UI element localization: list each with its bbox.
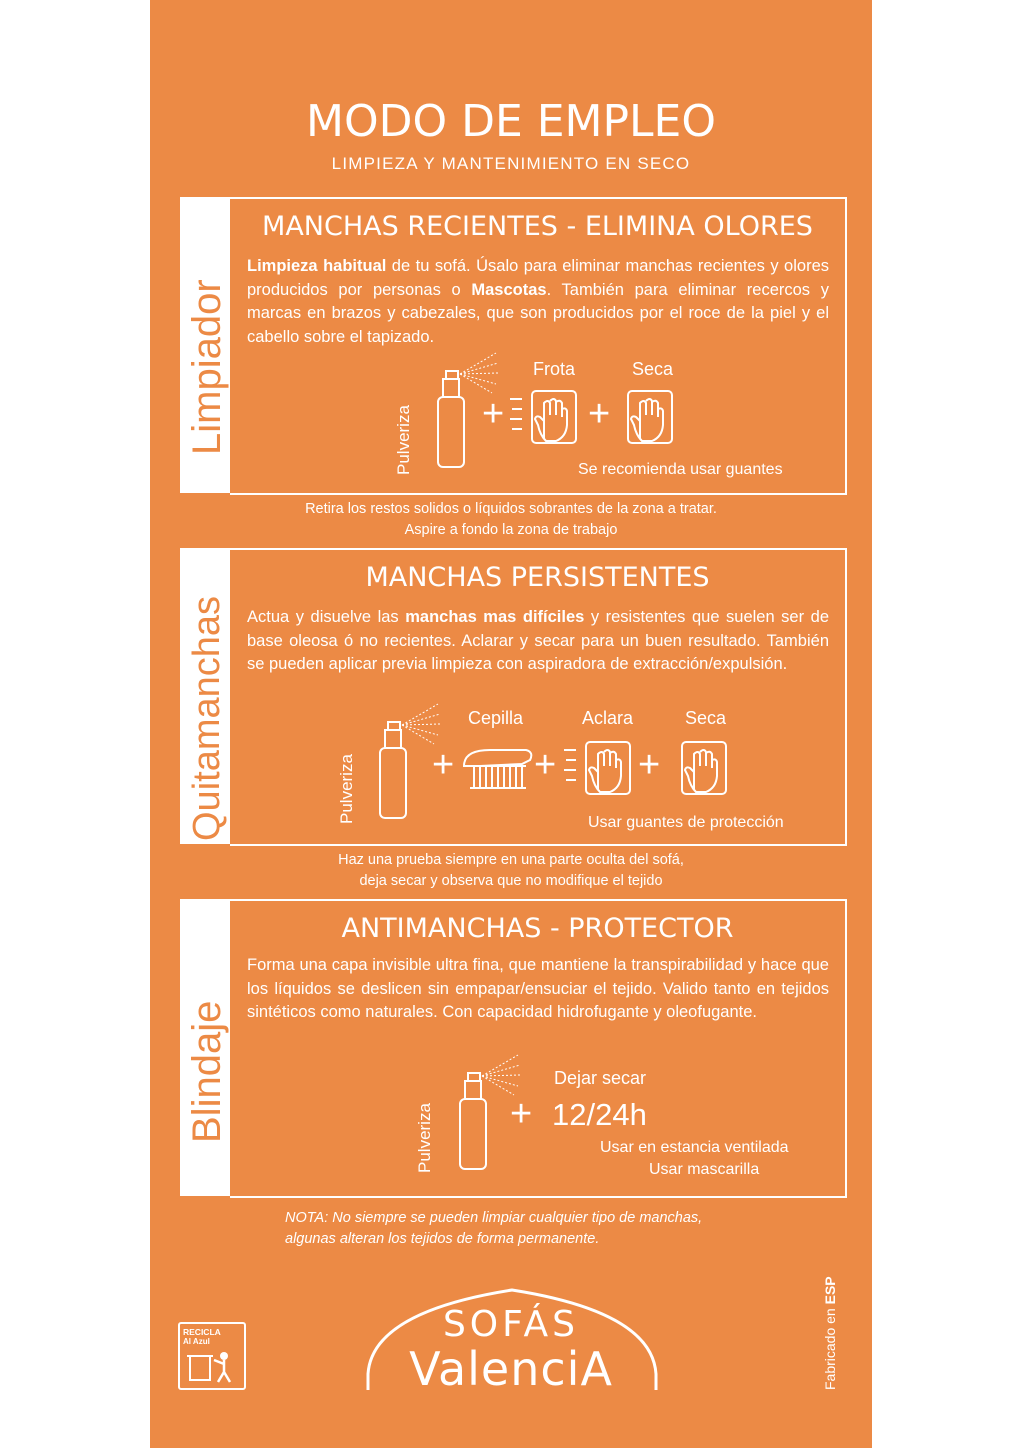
plus-icon: + bbox=[534, 744, 557, 786]
section-title: ANTIMANCHAS - PROTECTOR bbox=[341, 913, 734, 944]
plus-icon: + bbox=[510, 1093, 533, 1135]
text: de tu sofá. Úsalo para eliminar manchas recientes y olores producidos por personas o bbox=[247, 257, 829, 299]
page-title: MODO DE EMPLEO bbox=[305, 96, 716, 147]
spray-label: Pulveriza bbox=[394, 405, 413, 475]
disclaimer-note bbox=[285, 1208, 845, 1250]
dry-time: 12/24h bbox=[552, 1097, 647, 1132]
step-brush-label: Cepilla bbox=[468, 708, 524, 728]
section-quitamanchas bbox=[230, 548, 847, 846]
instruction-panel bbox=[150, 0, 872, 1448]
step-dry-label: Seca bbox=[632, 359, 674, 379]
tip-between-1 bbox=[150, 499, 872, 541]
tip-line: Retira los restos solidos o líquidos sobrantes de la zona a tratar. bbox=[305, 501, 717, 517]
made-in-country: ESP bbox=[822, 1276, 838, 1305]
spray-bottle-icon bbox=[372, 718, 414, 822]
spray-bottle-icon bbox=[430, 367, 472, 471]
text: Actua y disuelve las bbox=[247, 608, 406, 626]
note-line: NOTA: No siempre se pueden limpiar cualquier tipo de manchas, bbox=[285, 1210, 703, 1226]
rinse-glove-icon bbox=[564, 740, 636, 800]
mask-note: Usar mascarilla bbox=[649, 1161, 760, 1178]
text: y resistentes que suelen ser de base oleosa ó no recientes. Aclarar y secar para un buen resultado. También se pueden aplicar previa limpieza con aspiradora de extracción/expulsión. bbox=[247, 608, 829, 673]
brand-name-bottom: ValenciA bbox=[409, 1342, 613, 1396]
tip-between-2 bbox=[150, 850, 872, 892]
section-title: MANCHAS RECIENTES - ELIMINA OLORES bbox=[262, 211, 813, 242]
section-blindaje bbox=[230, 899, 847, 1198]
note-line: algunas alteran los tejidos de forma permanente. bbox=[285, 1231, 600, 1247]
page-subtitle: LIMPIEZA Y MANTENIMIENTO EN SECO bbox=[331, 154, 691, 173]
tab-blindaje bbox=[180, 899, 230, 1196]
ventilation-note: Usar en estancia ventilada bbox=[600, 1139, 789, 1156]
plus-icon: + bbox=[482, 393, 505, 435]
tip-line: Aspire a fondo la zona de trabajo bbox=[404, 522, 618, 538]
made-in-label bbox=[822, 1276, 838, 1390]
section-description bbox=[247, 606, 829, 677]
step-rub-label: Frota bbox=[533, 359, 576, 379]
tip-line: deja secar y observa que no modifique el tejido bbox=[359, 873, 663, 889]
step-dry-label: Dejar secar bbox=[554, 1068, 647, 1088]
step-rinse-label: Aclara bbox=[582, 708, 634, 728]
section-description: Forma una capa invisible ultra fina, que mantiene la transpirabilidad y hace que los líquidos se deslicen sin empapar/ensuciar el tejido. Valido tanto en tejidos sintéticos como naturales. Con capacidad hidrofugante y oleofugante. bbox=[247, 956, 829, 1021]
spray-label: Pulveriza bbox=[337, 754, 356, 824]
plus-icon: + bbox=[432, 744, 455, 786]
text: . También para eliminar recercos y marcas en brazos y cabezales, que son producidos por el roce de la piel y el cabello sobre el tapizado. bbox=[247, 280, 829, 346]
gloves-note: Usar guantes de protección bbox=[588, 814, 784, 831]
tab-limpiador bbox=[180, 197, 230, 493]
spray-bottle-icon bbox=[452, 1069, 494, 1173]
recycle-label: RECICLA bbox=[183, 1327, 221, 1337]
step-dry-label: Seca bbox=[685, 708, 727, 728]
tab-label: Blindaje bbox=[185, 1000, 229, 1143]
section-description bbox=[247, 255, 829, 349]
gloves-note: Se recomienda usar guantes bbox=[578, 461, 783, 478]
tab-label: Limpiador bbox=[185, 279, 229, 455]
spray-label: Pulveriza bbox=[415, 1103, 434, 1173]
tip-line: Haz una prueba siempre en una parte oculta del sofá, bbox=[338, 852, 684, 868]
brush-icon bbox=[460, 744, 536, 792]
plus-icon: + bbox=[588, 393, 611, 435]
plus-icon: + bbox=[638, 744, 661, 786]
brand-name-top: SOFÁS bbox=[442, 1304, 580, 1345]
dry-glove-icon bbox=[674, 740, 734, 800]
bold-text: Mascotas bbox=[471, 280, 547, 299]
bold-text: Limpieza habitual bbox=[247, 257, 387, 275]
section-title: MANCHAS PERSISTENTES bbox=[365, 562, 710, 593]
recycle-sublabel: Al Azul bbox=[183, 1337, 210, 1346]
rub-glove-icon bbox=[510, 389, 582, 449]
dry-glove-icon bbox=[620, 389, 680, 449]
tab-label: Quitamanchas bbox=[186, 595, 228, 841]
made-in-text: Fabricado en bbox=[822, 1304, 838, 1390]
tab-quitamanchas bbox=[180, 548, 230, 844]
section-limpiador bbox=[230, 197, 847, 495]
bold-text: manchas mas difíciles bbox=[405, 608, 585, 626]
